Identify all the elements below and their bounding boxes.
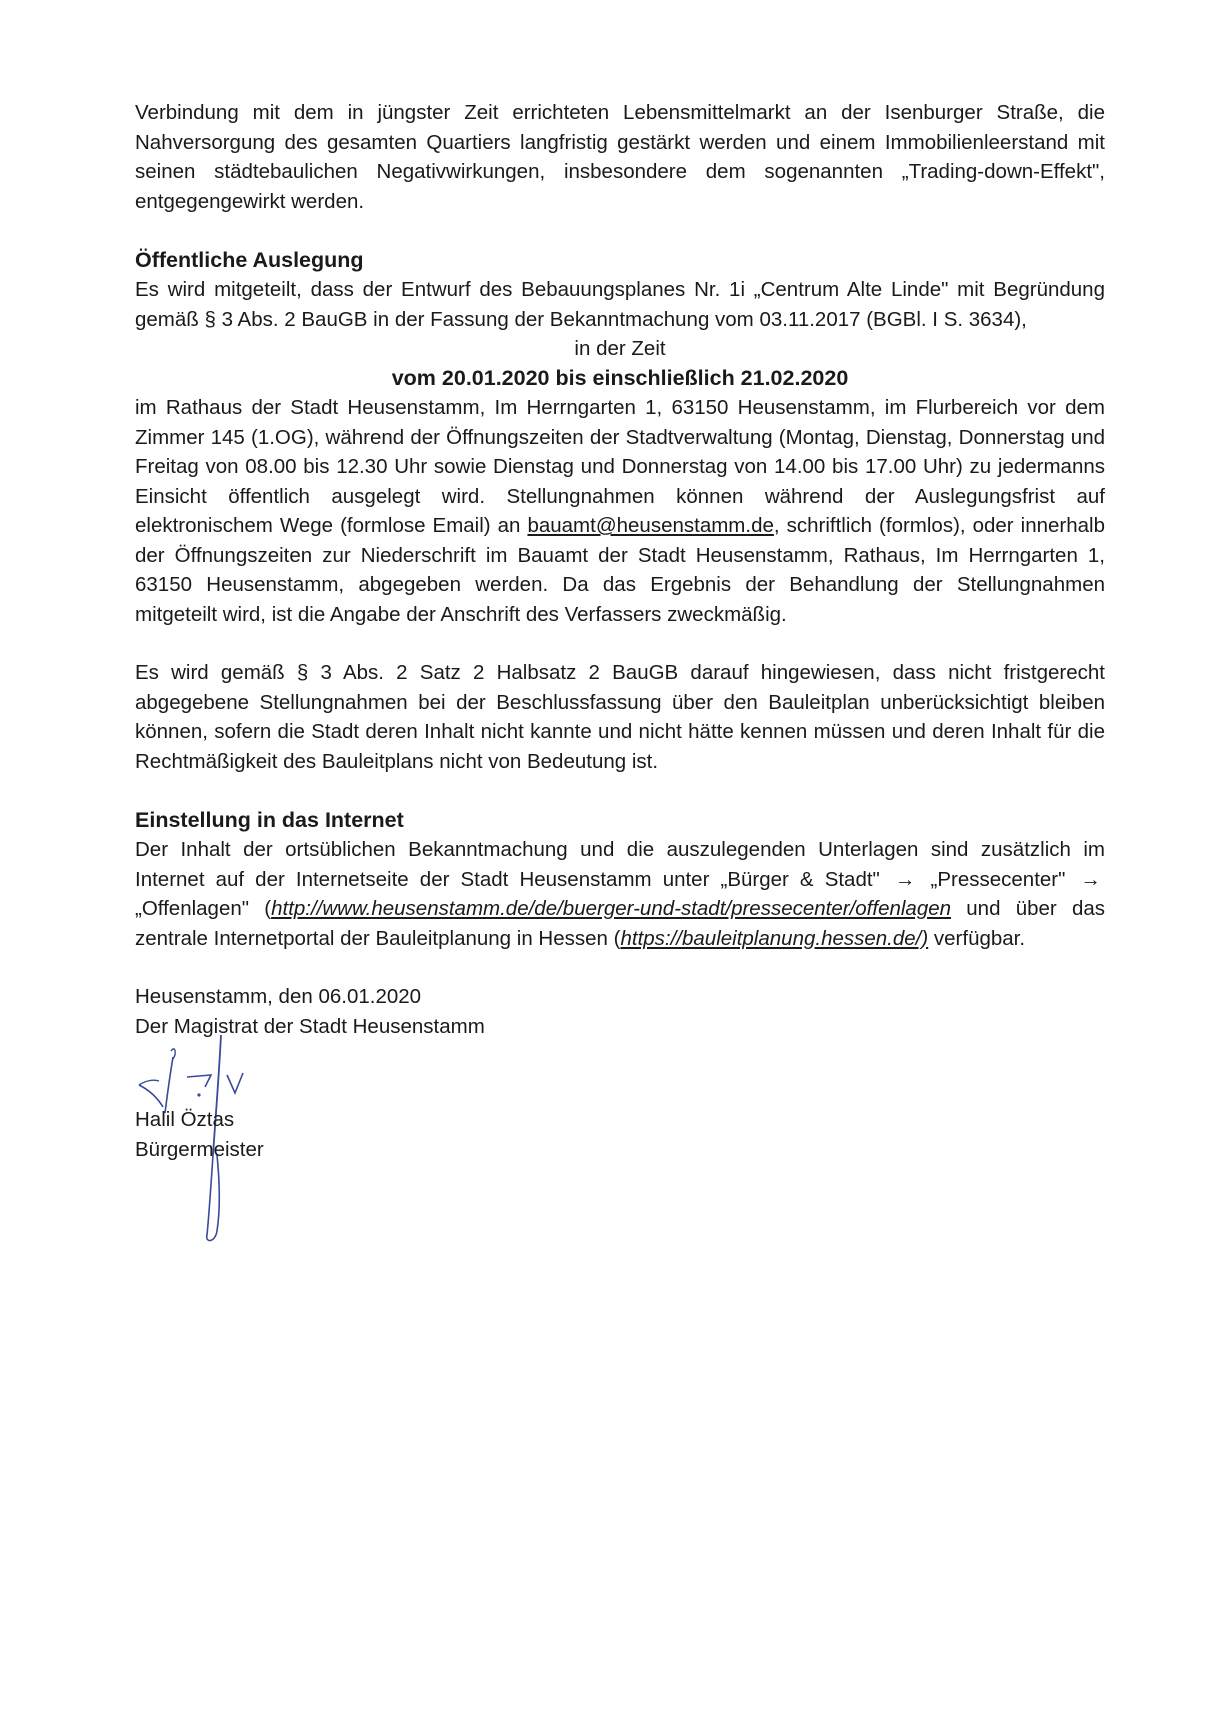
document-page: [135, 98, 1105, 1241]
auslegung-paragraph-2-start: im Rathaus der Stadt Heusenstamm, Im Herrngarten 1, 63150 Heusenstamm, im Flurbereich vor dem Zimmer 145 (1.OG), während der Öffnungszeiten der Stadtverwaltung (Montag, Dienstag, Donnerstag und Freitag von 08.00 bis 12.30 Uhr sowie Dienstag und Donnerstag von 14.00 bis 17.00 Uhr) zu jedermanns Einsicht öffentlich ausgelegt wird. Stellungnahmen können während der Auslegungsfrist auf elektronischem Wege (formlose Email) an: [135, 396, 1105, 537]
auslegung-paragraph-2-end: , schriftlich (formlos), oder innerhalb der Öffnungszeiten zur Niederschrift im Bauamt der Stadt Heusenstamm, Rathaus, Im Herrngarten 1, 63150 Heusenstamm, abgegeben werden. Da das Ergebnis der Behandlung der Stellungnahmen mitgeteilt wird, ist die Angabe der Anschrift des Verfassers zweckmäßig.: [135, 514, 1105, 626]
signature-block: [135, 1041, 1105, 1241]
arrow-right-icon: →: [1080, 867, 1102, 891]
intro-paragraph: Verbindung mit dem in jüngster Zeit errichteten Lebensmittelmarkt an der Isenburger Straße, die Nahversorgung des gesamten Quartiers langfristig gestärkt werden und einem Immobilienleerstand mit seinen städtebaulichen Negativwirkungen, insbesondere dem sogenannten „Trading-down-Effekt", entgegengewirkt werden.: [135, 101, 1105, 213]
auslegung-period: vom 20.01.2020 bis einschließlich 21.02.2020: [391, 365, 849, 390]
arrow-right-icon: →: [894, 867, 916, 891]
internet-text-end: verfügbar.: [928, 926, 1026, 950]
heading-einstellung-internet: Einstellung in das Internet: [135, 808, 404, 832]
nav-pressecenter: „Pressecenter": [930, 867, 1066, 891]
place-date: Heusenstamm, den 06.01.2020: [135, 985, 422, 1008]
internet-text-mid: und über das zentrale Internetportal der Bauleitplanung in Hessen (: [135, 897, 1106, 950]
signatory-name: Halil Öztas: [135, 1108, 235, 1131]
internet-text-start: Der Inhalt der ortsüblichen Bekanntmachung und die auszulegenden Unterlagen sind zusätzlich im Internet auf der Internetseite der Stadt Heusenstamm unter „Bürger & Stadt": [135, 838, 1105, 891]
internet-paragraph: [135, 835, 1105, 953]
auslegung-paragraph-3: Es wird gemäß § 3 Abs. 2 Satz 2 Halbsatz 2 BauGB darauf hingewiesen, dass nicht fristgerecht abgegebene Stellungnahmen bei der Beschlussfassung über den Bauleitplan unberücksichtigt bleiben können, sofern die Stadt deren Inhalt nicht kannte und nicht hätte kennen müssen und deren Inhalt für die Rechtmäßigkeit des Bauleitplans nicht von Bedeutung ist.: [135, 661, 1105, 773]
signatory-title: Bürgermeister: [135, 1137, 264, 1161]
auslegung-paragraph-1: Es wird mitgeteilt, dass der Entwurf des Bebauungsplanes Nr. 1i „Centrum Alte Linde" mit Begründung gemäß § 3 Abs. 2 BauGB in der Fassung der Bekanntmachung vom 03.11.2017 (BGBl. I S. 3634),: [135, 278, 1105, 331]
in-der-zeit-line: in der Zeit: [574, 337, 666, 360]
url-link-bauleitplanung[interactable]: https://bauleitplanung.hessen.de/): [620, 926, 929, 950]
signing-authority: Der Magistrat der Stadt Heusenstamm: [135, 1014, 485, 1038]
open-paren: (: [264, 897, 272, 920]
signatory: [135, 1105, 264, 1164]
heading-oeffentliche-auslegung: Öffentliche Auslegung: [135, 248, 364, 272]
closing-block: [135, 982, 1105, 1041]
auslegung-paragraph-2: [135, 393, 1105, 629]
nav-offenlagen: „Offenlagen": [135, 897, 250, 920]
email-link-bauamt[interactable]: bauamt@heusenstamm.de: [527, 514, 774, 537]
url-link-offenlagen[interactable]: http://www.heusenstamm.de/de/buerger-und-stadt/pressecenter/offenlagen: [271, 897, 952, 920]
